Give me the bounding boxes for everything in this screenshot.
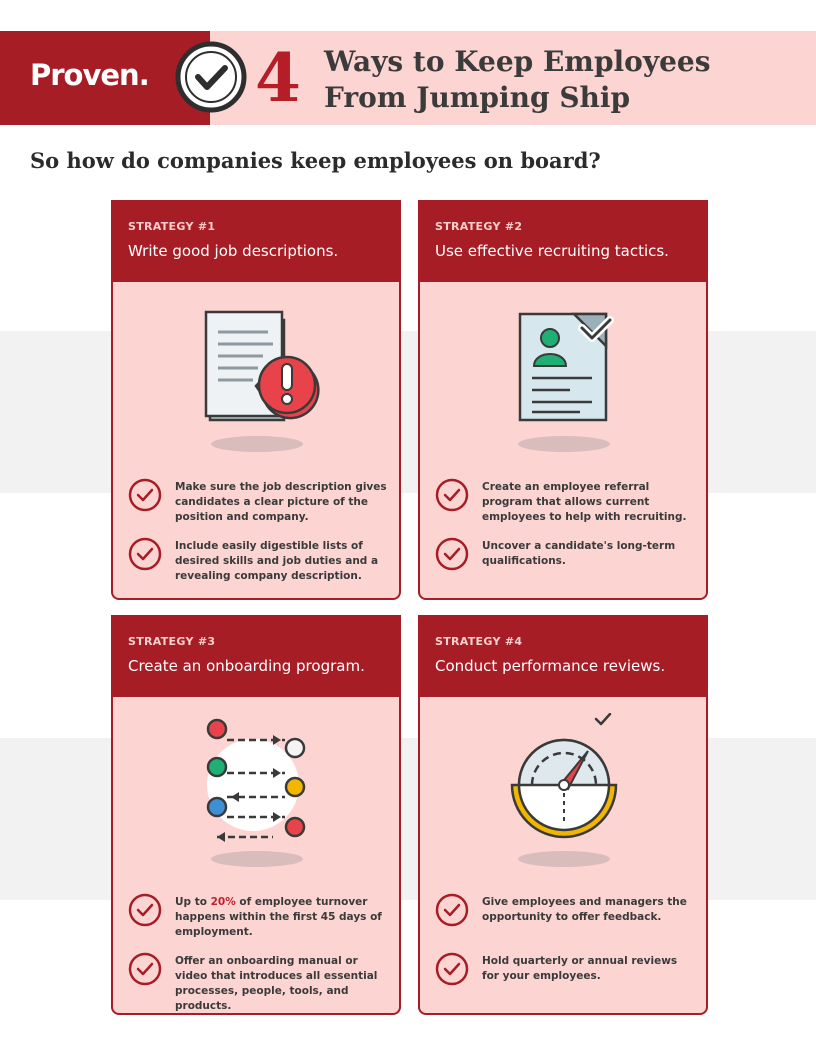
check-circle-icon: [435, 893, 469, 927]
onboarding-flow-icon: [113, 713, 399, 883]
check-circle-icon: [435, 952, 469, 986]
strategy-card-4: [418, 615, 708, 1015]
strategy-label: STRATEGY #4: [435, 635, 523, 648]
page-title: [324, 44, 711, 116]
bullet-text: Give employees and managers the opportunity to offer feedback.: [482, 896, 687, 923]
check-circle-icon: [128, 537, 162, 571]
strategy-card-3: [111, 615, 401, 1015]
header-number: 4: [255, 39, 301, 117]
strategy-title: Write good job descriptions.: [128, 242, 339, 260]
page-title-line1: Ways to Keep Employees: [324, 45, 711, 78]
bullet-text: Hold quarterly or annual reviews for your employees.: [482, 955, 678, 982]
turnover-stat-highlight: 20%: [210, 896, 236, 908]
strategy-title: Create an onboarding program.: [128, 657, 365, 675]
strategy-label: STRATEGY #3: [128, 635, 216, 648]
check-circle-icon: [435, 478, 469, 512]
bullet-text: [175, 895, 390, 940]
bullet-text-pre: Up to: [175, 896, 211, 908]
strategy-card-2: [418, 200, 708, 600]
bullet-text: Uncover a candidate's long-term qualifications.: [482, 540, 676, 567]
check-circle-icon: [128, 952, 162, 986]
bullet-text: Offer an onboarding manual or video that introduces all essential processes, people, tools, and products.: [175, 955, 378, 1012]
section-subheading: So how do companies keep employees on board?: [30, 148, 601, 173]
bullet-text: Include easily digestible lists of desired skills and job duties and a revealing company description.: [175, 540, 379, 582]
strategy-label: STRATEGY #2: [435, 220, 523, 233]
strategy-label: STRATEGY #1: [128, 220, 216, 233]
checkmark-badge-icon: [174, 40, 248, 118]
check-circle-icon: [128, 478, 162, 512]
performance-gauge-icon: [420, 713, 706, 883]
check-circle-icon: [435, 537, 469, 571]
resume-checkmark-icon: [420, 298, 706, 468]
bullet-text-post: of employee turnover happens within the first 45 days of employment.: [175, 896, 382, 938]
page-title-line2: From Jumping Ship: [324, 81, 631, 114]
proven-logo: Proven.: [30, 58, 149, 92]
bullet-text: Create an employee referral program that allows current employees to help with recruiting.: [482, 481, 687, 523]
bullet-text: Make sure the job description gives candidates a clear picture of the position and company.: [175, 481, 387, 523]
strategy-title: Use effective recruiting tactics.: [435, 242, 669, 260]
job-description-alert-icon: [113, 298, 399, 468]
strategy-card-1: [111, 200, 401, 600]
strategy-title: Conduct performance reviews.: [435, 657, 666, 675]
check-circle-icon: [128, 893, 162, 927]
